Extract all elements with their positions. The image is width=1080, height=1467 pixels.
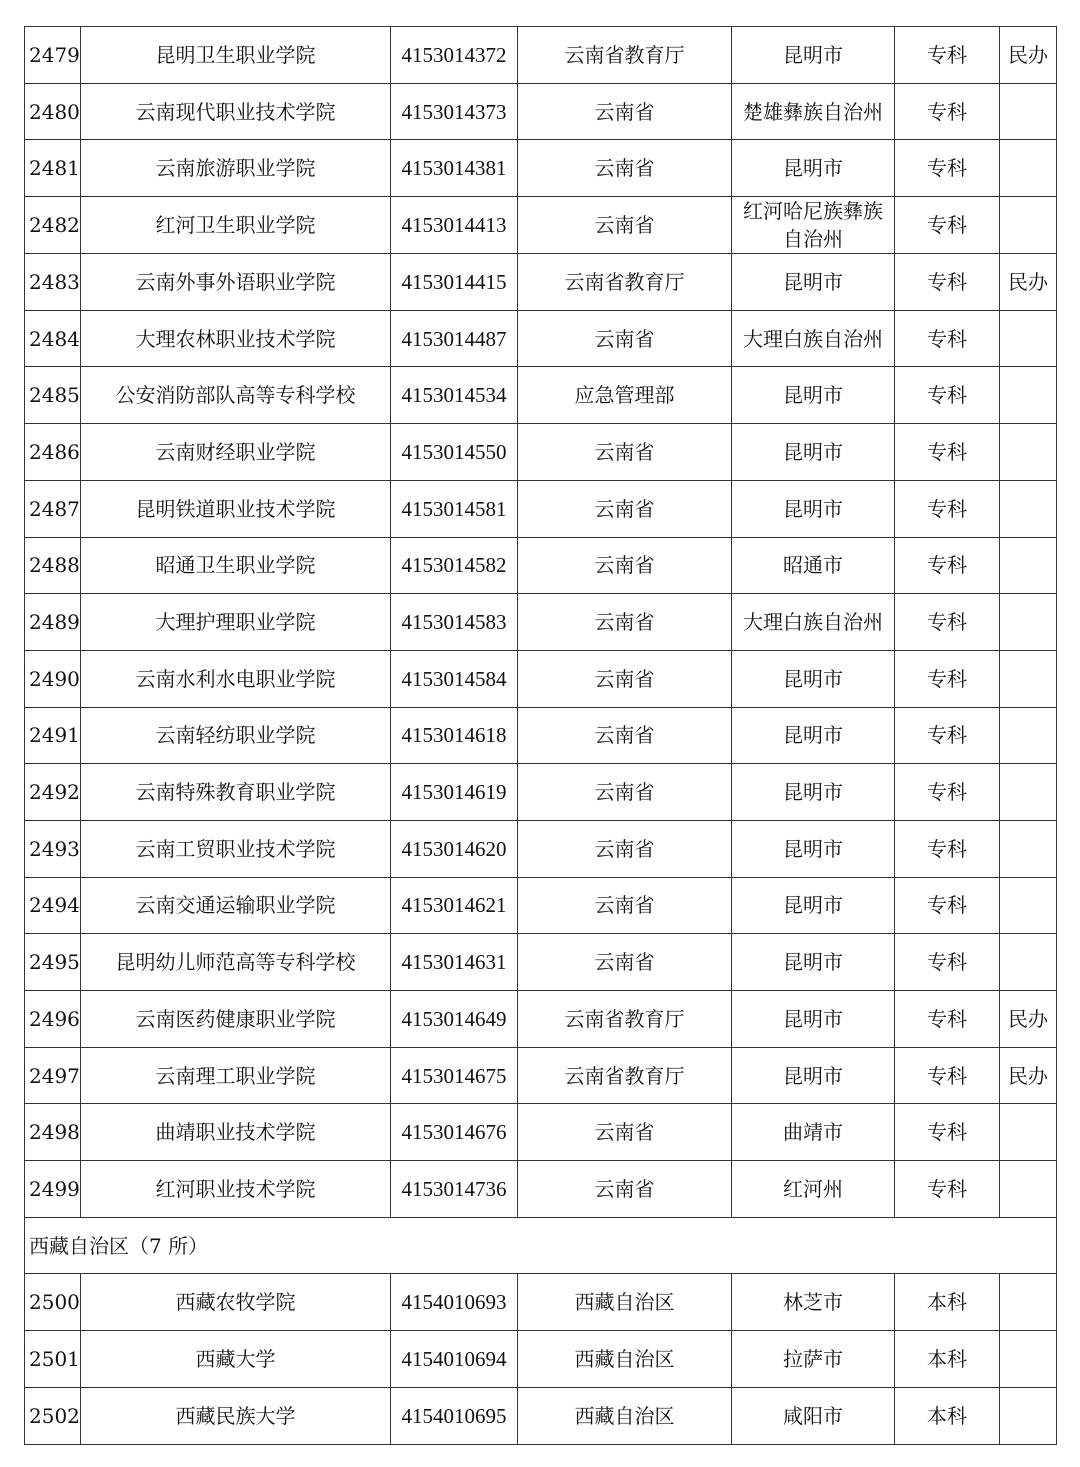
school-code-cell: 4153014621 (391, 877, 518, 934)
row-number-cell: 2500 (25, 1274, 81, 1331)
note-cell: 民办 (1000, 991, 1057, 1048)
location-cell: 昆明市 (732, 480, 895, 537)
school-code-cell: 4153014372 (391, 27, 518, 84)
authority-cell: 云南省教育厅 (518, 1047, 732, 1104)
level-cell: 专科 (895, 1104, 1000, 1161)
school-name-cell: 昆明铁道职业技术学院 (81, 480, 391, 537)
row-number-cell: 2499 (25, 1161, 81, 1218)
note-cell (1000, 310, 1057, 367)
tibet-rows (25, 1274, 1057, 1444)
table-row (25, 537, 1057, 594)
school-code-cell: 4153014381 (391, 140, 518, 197)
school-name-cell: 云南财经职业学院 (81, 424, 391, 481)
row-number-cell: 2498 (25, 1104, 81, 1161)
level-cell: 专科 (895, 820, 1000, 877)
school-code-cell: 4154010695 (391, 1387, 518, 1444)
table-row (25, 934, 1057, 991)
school-name-cell: 西藏农牧学院 (81, 1274, 391, 1331)
row-number-cell: 2486 (25, 424, 81, 481)
level-cell: 专科 (895, 1161, 1000, 1218)
row-number-cell: 2490 (25, 650, 81, 707)
note-cell (1000, 764, 1057, 821)
school-name-cell: 云南医药健康职业学院 (81, 991, 391, 1048)
table-row (25, 764, 1057, 821)
school-name-cell: 大理农林职业技术学院 (81, 310, 391, 367)
location-cell: 曲靖市 (732, 1104, 895, 1161)
authority-cell: 西藏自治区 (518, 1274, 732, 1331)
location-cell: 昆明市 (732, 991, 895, 1048)
school-code-cell: 4153014736 (391, 1161, 518, 1218)
authority-cell: 西藏自治区 (518, 1331, 732, 1388)
table-row (25, 1387, 1057, 1444)
authority-cell: 云南省教育厅 (518, 27, 732, 84)
school-name-cell: 昆明卫生职业学院 (81, 27, 391, 84)
authority-cell: 云南省 (518, 594, 732, 651)
authority-cell: 云南省 (518, 1161, 732, 1218)
level-cell: 专科 (895, 367, 1000, 424)
level-cell: 专科 (895, 480, 1000, 537)
location-cell: 昆明市 (732, 1047, 895, 1104)
section-title: 西藏自治区（7 所） (25, 1217, 1057, 1274)
school-name-cell: 昭通卫生职业学院 (81, 537, 391, 594)
authority-cell: 云南省教育厅 (518, 254, 732, 311)
location-cell: 昆明市 (732, 367, 895, 424)
note-cell (1000, 367, 1057, 424)
table-row (25, 877, 1057, 934)
authority-cell: 云南省 (518, 140, 732, 197)
university-list-table (24, 26, 1057, 1445)
note-cell (1000, 480, 1057, 537)
table-row (25, 1161, 1057, 1218)
row-number-cell: 2489 (25, 594, 81, 651)
level-cell: 专科 (895, 83, 1000, 140)
location-cell: 昭通市 (732, 537, 895, 594)
note-cell (1000, 83, 1057, 140)
school-name-cell: 大理护理职业学院 (81, 594, 391, 651)
authority-cell: 云南省 (518, 537, 732, 594)
row-number-cell: 2491 (25, 707, 81, 764)
location-cell: 昆明市 (732, 650, 895, 707)
authority-cell: 云南省 (518, 310, 732, 367)
school-code-cell: 4153014619 (391, 764, 518, 821)
row-number-cell: 2496 (25, 991, 81, 1048)
level-cell: 专科 (895, 537, 1000, 594)
row-number-cell: 2482 (25, 197, 81, 254)
location-cell: 大理白族自治州 (732, 310, 895, 367)
school-code-cell: 4153014581 (391, 480, 518, 537)
school-name-cell: 红河卫生职业学院 (81, 197, 391, 254)
authority-cell: 应急管理部 (518, 367, 732, 424)
level-cell: 专科 (895, 650, 1000, 707)
note-cell (1000, 594, 1057, 651)
school-name-cell: 云南理工职业学院 (81, 1047, 391, 1104)
note-cell (1000, 424, 1057, 481)
school-name-cell: 云南现代职业技术学院 (81, 83, 391, 140)
table-row (25, 1331, 1057, 1388)
location-cell: 昆明市 (732, 877, 895, 934)
authority-cell: 云南省 (518, 877, 732, 934)
note-cell (1000, 140, 1057, 197)
level-cell: 本科 (895, 1274, 1000, 1331)
table-row (25, 27, 1057, 84)
school-name-cell: 云南交通运输职业学院 (81, 877, 391, 934)
location-cell: 红河州 (732, 1161, 895, 1218)
authority-cell: 云南省 (518, 1104, 732, 1161)
level-cell: 专科 (895, 254, 1000, 311)
school-name-cell: 云南轻纺职业学院 (81, 707, 391, 764)
authority-cell: 云南省 (518, 424, 732, 481)
table-row (25, 650, 1057, 707)
location-cell: 拉萨市 (732, 1331, 895, 1388)
note-cell (1000, 877, 1057, 934)
note-cell (1000, 197, 1057, 254)
authority-cell: 云南省 (518, 764, 732, 821)
row-number-cell: 2479 (25, 27, 81, 84)
authority-cell: 云南省 (518, 83, 732, 140)
note-cell (1000, 1331, 1057, 1388)
section-tibet (25, 1217, 1057, 1274)
school-name-cell: 云南水利水电职业学院 (81, 650, 391, 707)
table-row (25, 83, 1057, 140)
school-code-cell: 4153014373 (391, 83, 518, 140)
note-cell (1000, 707, 1057, 764)
school-code-cell: 4153014583 (391, 594, 518, 651)
table-row (25, 480, 1057, 537)
level-cell: 专科 (895, 197, 1000, 254)
location-cell: 昆明市 (732, 764, 895, 821)
row-number-cell: 2502 (25, 1387, 81, 1444)
row-number-cell: 2481 (25, 140, 81, 197)
table-row (25, 1104, 1057, 1161)
authority-cell: 云南省 (518, 650, 732, 707)
note-cell (1000, 650, 1057, 707)
level-cell: 本科 (895, 1331, 1000, 1388)
note-cell (1000, 820, 1057, 877)
table-row (25, 1274, 1057, 1331)
table-row (25, 707, 1057, 764)
level-cell: 专科 (895, 764, 1000, 821)
school-name-cell: 红河职业技术学院 (81, 1161, 391, 1218)
level-cell: 专科 (895, 991, 1000, 1048)
location-cell: 昆明市 (732, 934, 895, 991)
location-cell: 昆明市 (732, 707, 895, 764)
school-code-cell: 4153014415 (391, 254, 518, 311)
section-row (25, 1217, 1057, 1274)
school-name-cell: 云南外事外语职业学院 (81, 254, 391, 311)
school-name-cell: 西藏民族大学 (81, 1387, 391, 1444)
row-number-cell: 2483 (25, 254, 81, 311)
table-row (25, 310, 1057, 367)
note-cell (1000, 1161, 1057, 1218)
table-row (25, 254, 1057, 311)
row-number-cell: 2484 (25, 310, 81, 367)
school-code-cell: 4153014649 (391, 991, 518, 1048)
school-name-cell: 公安消防部队高等专科学校 (81, 367, 391, 424)
level-cell: 专科 (895, 594, 1000, 651)
table-row (25, 424, 1057, 481)
table-row (25, 991, 1057, 1048)
row-number-cell: 2488 (25, 537, 81, 594)
school-code-cell: 4153014413 (391, 197, 518, 254)
note-cell (1000, 537, 1057, 594)
school-name-cell: 曲靖职业技术学院 (81, 1104, 391, 1161)
note-cell (1000, 1104, 1057, 1161)
note-cell (1000, 1387, 1057, 1444)
authority-cell: 云南省 (518, 707, 732, 764)
authority-cell: 云南省 (518, 480, 732, 537)
location-cell: 昆明市 (732, 424, 895, 481)
school-code-cell: 4153014487 (391, 310, 518, 367)
level-cell: 专科 (895, 310, 1000, 367)
level-cell: 专科 (895, 140, 1000, 197)
table-row (25, 1047, 1057, 1104)
row-number-cell: 2493 (25, 820, 81, 877)
school-code-cell: 4154010694 (391, 1331, 518, 1388)
authority-cell: 云南省教育厅 (518, 991, 732, 1048)
note-cell: 民办 (1000, 1047, 1057, 1104)
school-code-cell: 4153014631 (391, 934, 518, 991)
school-name-cell: 云南工贸职业技术学院 (81, 820, 391, 877)
level-cell: 本科 (895, 1387, 1000, 1444)
row-number-cell: 2501 (25, 1331, 81, 1388)
table-row (25, 197, 1057, 254)
school-code-cell: 4153014584 (391, 650, 518, 707)
row-number-cell: 2494 (25, 877, 81, 934)
school-name-cell: 西藏大学 (81, 1331, 391, 1388)
school-code-cell: 4153014550 (391, 424, 518, 481)
location-cell: 红河哈尼族彝族自治州 (732, 197, 895, 254)
table-row (25, 140, 1057, 197)
level-cell: 专科 (895, 424, 1000, 481)
location-cell: 昆明市 (732, 140, 895, 197)
row-number-cell: 2497 (25, 1047, 81, 1104)
location-cell: 昆明市 (732, 254, 895, 311)
school-name-cell: 云南特殊教育职业学院 (81, 764, 391, 821)
level-cell: 专科 (895, 27, 1000, 84)
row-number-cell: 2492 (25, 764, 81, 821)
row-number-cell: 2495 (25, 934, 81, 991)
location-cell: 昆明市 (732, 27, 895, 84)
level-cell: 专科 (895, 707, 1000, 764)
table-row (25, 594, 1057, 651)
location-cell: 咸阳市 (732, 1387, 895, 1444)
level-cell: 专科 (895, 1047, 1000, 1104)
note-cell: 民办 (1000, 27, 1057, 84)
school-code-cell: 4153014675 (391, 1047, 518, 1104)
location-cell: 林芝市 (732, 1274, 895, 1331)
school-code-cell: 4153014620 (391, 820, 518, 877)
level-cell: 专科 (895, 934, 1000, 991)
school-name-cell: 昆明幼儿师范高等专科学校 (81, 934, 391, 991)
level-cell: 专科 (895, 877, 1000, 934)
authority-cell: 云南省 (518, 934, 732, 991)
location-cell: 大理白族自治州 (732, 594, 895, 651)
location-cell: 楚雄彝族自治州 (732, 83, 895, 140)
authority-cell: 西藏自治区 (518, 1387, 732, 1444)
row-number-cell: 2485 (25, 367, 81, 424)
note-cell: 民办 (1000, 254, 1057, 311)
table-row (25, 820, 1057, 877)
school-code-cell: 4153014534 (391, 367, 518, 424)
row-number-cell: 2480 (25, 83, 81, 140)
yunnan-rows (25, 27, 1057, 1218)
note-cell (1000, 1274, 1057, 1331)
authority-cell: 云南省 (518, 820, 732, 877)
authority-cell: 云南省 (518, 197, 732, 254)
school-code-cell: 4154010693 (391, 1274, 518, 1331)
school-code-cell: 4153014582 (391, 537, 518, 594)
school-code-cell: 4153014618 (391, 707, 518, 764)
table-row (25, 367, 1057, 424)
note-cell (1000, 934, 1057, 991)
row-number-cell: 2487 (25, 480, 81, 537)
school-code-cell: 4153014676 (391, 1104, 518, 1161)
school-name-cell: 云南旅游职业学院 (81, 140, 391, 197)
location-cell: 昆明市 (732, 820, 895, 877)
